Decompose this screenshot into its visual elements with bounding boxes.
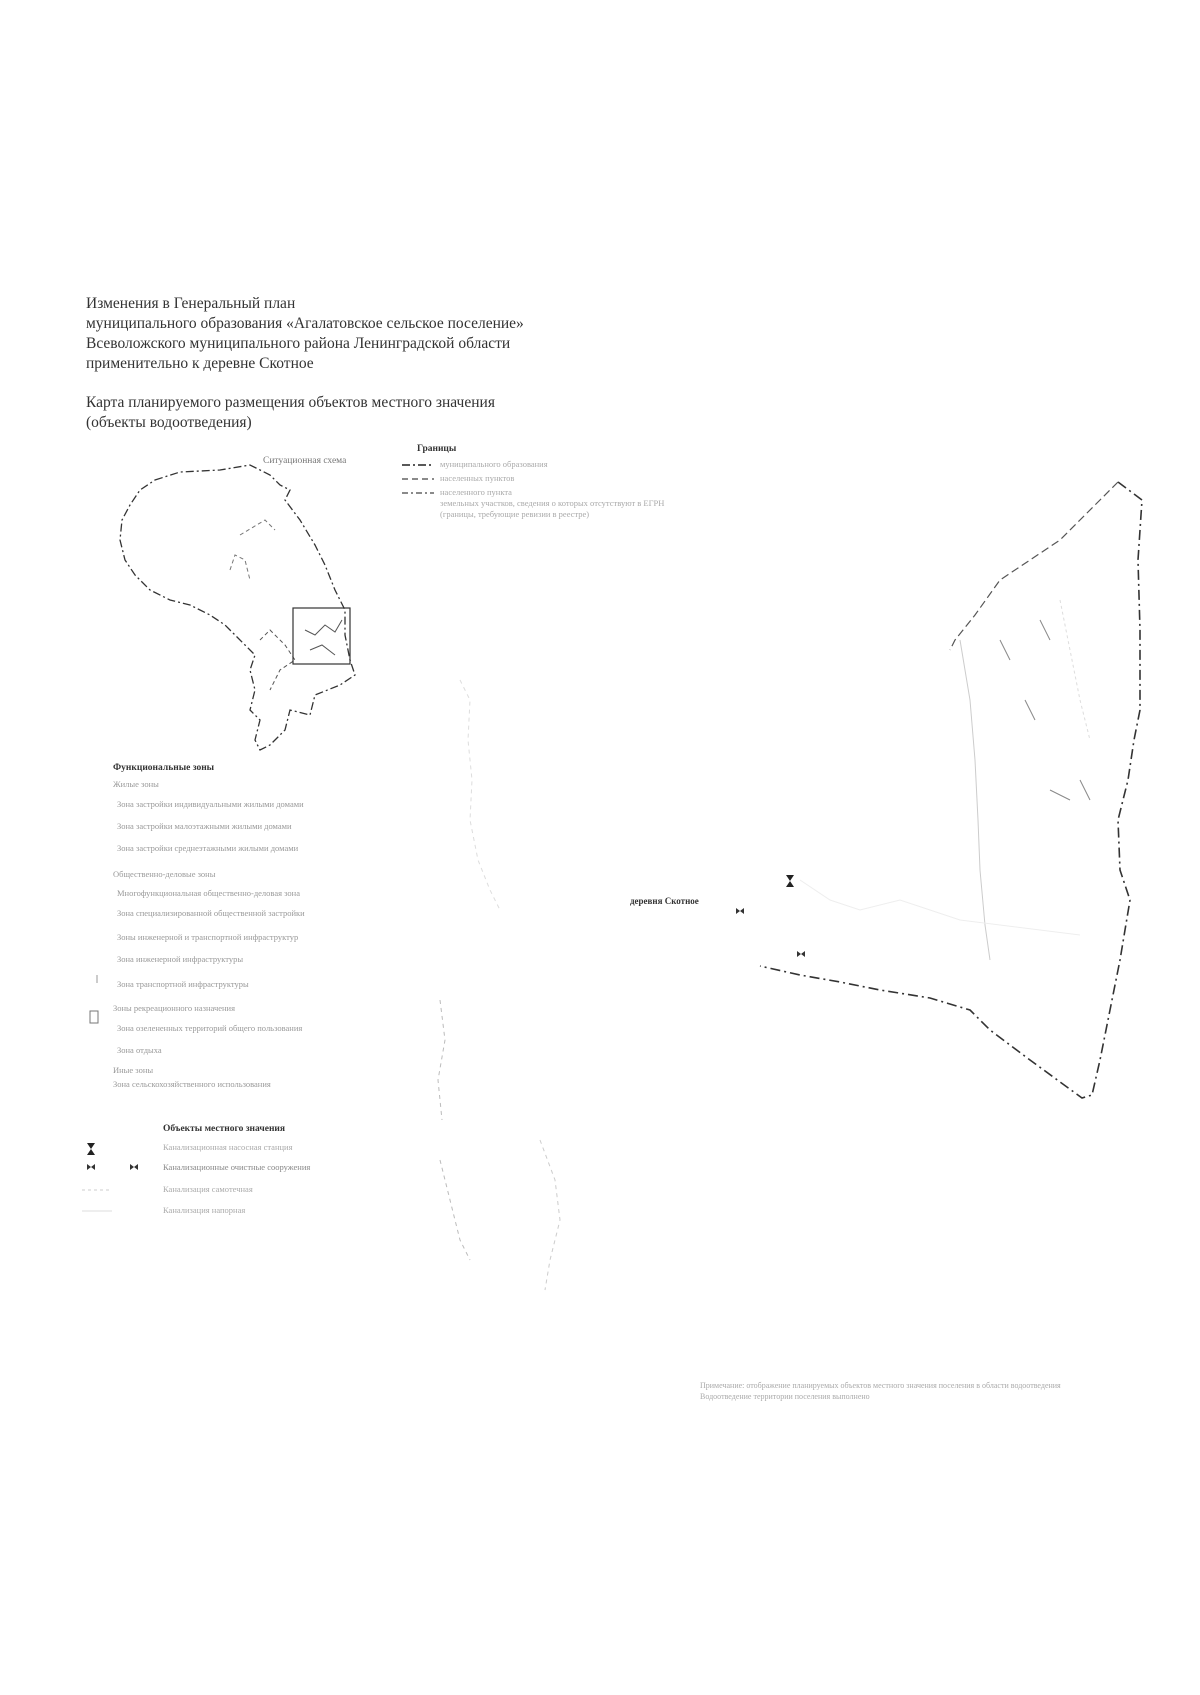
border-note-1: земельных участков, сведения о которых отсутствуют в ЕГРН — [440, 498, 665, 508]
border-item-2: населенных пунктов — [440, 473, 515, 483]
zone-item: Многофункциональная общественно-деловая зона — [117, 888, 301, 898]
zone-item: Зона специализированной общественной застройки — [117, 908, 305, 918]
zone-item: Зона сельскохозяйственного использования — [113, 1079, 271, 1089]
internal-line — [1060, 600, 1090, 740]
local-object-item-1: Канализационная насосная станция — [163, 1142, 293, 1152]
border-item-1: муниципального образования — [440, 459, 548, 469]
village-label: деревня Скотное — [630, 896, 699, 906]
title-line-1: Изменения в Генеральный план — [86, 295, 296, 312]
internal-line — [1000, 620, 1090, 800]
zone-group-infrastructure: Зоны инженерной и транспортной инфраструктур — [117, 932, 299, 942]
title-line-4: применительно к деревне Скотное — [86, 355, 314, 372]
map-title-line-1: Карта планируемого размещения объектов местного значения — [86, 394, 495, 411]
zone-group-residential: Жилые зоны — [113, 779, 159, 789]
title-line-3: Всеволожского муниципального района Ленинградской области — [86, 335, 511, 352]
zone-group-recreation: Зоны рекреационного назначения — [113, 1003, 236, 1013]
local-object-item-4: Канализация напорная — [163, 1205, 246, 1215]
zone-item: Зона застройки индивидуальными жилыми домами — [117, 799, 304, 809]
footer-note-line-2: Водоотведение территории поселения выполнено — [700, 1392, 870, 1401]
treatment-plant-icon — [736, 908, 744, 914]
zone-item: Зона застройки малоэтажными жилыми домами — [117, 821, 292, 831]
zone-item: Зона инженерной инфраструктуры — [117, 954, 244, 964]
zone-group-other: Иные зоны — [113, 1065, 154, 1075]
internal-line — [960, 640, 990, 960]
local-object-item-2: Канализационные очистные сооружения — [163, 1162, 311, 1172]
zone-item: Зона транспортной инфраструктуры — [117, 979, 249, 989]
title-line-2: муниципального образования «Агалатовское сельское поселение» — [86, 315, 524, 332]
zone-item: Зона застройки среднеэтажными жилыми домами — [117, 843, 299, 853]
pump-station-icon — [786, 875, 794, 887]
border-item-3: населенного пункта — [440, 487, 512, 497]
treatment-plant-icon — [797, 951, 805, 957]
border-note-2: (границы, требующие ревизии в реестре) — [440, 509, 590, 519]
settlement-boundary-upper — [950, 482, 1118, 650]
zone-item: Зона отдыха — [117, 1045, 162, 1055]
western-outline — [460, 680, 500, 910]
internal-line — [800, 880, 1080, 935]
situational-scheme-label: Ситуационная схема — [263, 456, 347, 466]
footer-note-line-1: Примечание: отображение планируемых объектов местного значения поселения в области водоотведения — [700, 1381, 1061, 1390]
functional-zones-heading: Функциональные зоны — [113, 763, 215, 773]
footer-note — [700, 1380, 1180, 1402]
zone-group-business: Общественно-деловые зоны — [113, 869, 216, 879]
local-object-item-3: Канализация самотечная — [163, 1184, 253, 1194]
western-outline — [540, 1140, 560, 1290]
borders-legend-heading: Границы — [417, 444, 457, 454]
local-objects-heading: Объекты местного значения — [163, 1124, 286, 1134]
zone-item: Зона озелененных территорий общего пользования — [117, 1023, 303, 1033]
western-outline — [438, 1000, 470, 1260]
map-title-line-2: (объекты водоотведения) — [86, 414, 252, 431]
